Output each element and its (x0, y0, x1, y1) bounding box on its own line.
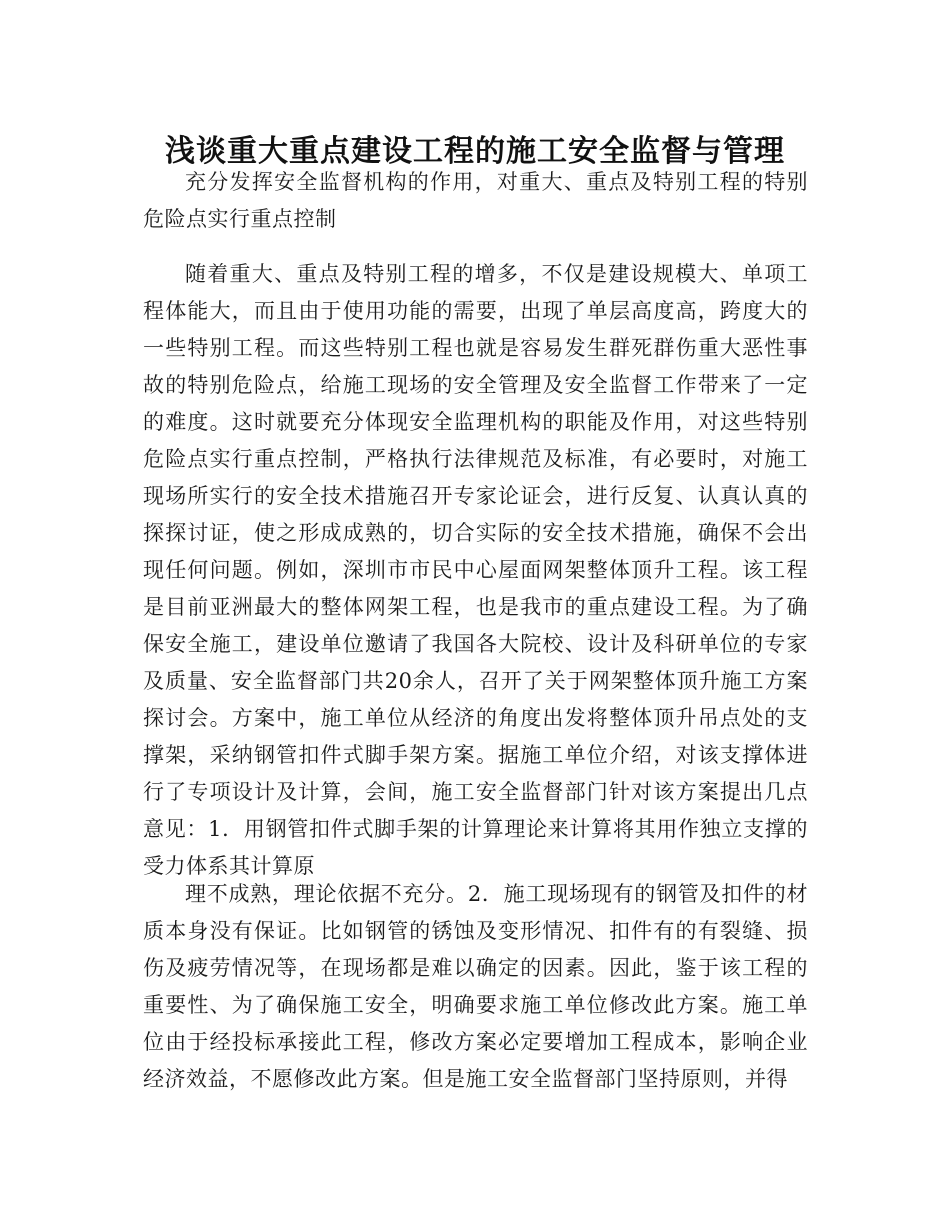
paragraph-body-1: 随着重大、重点及特别工程的增多，不仅是建设规模大、单项工程体能大，而且由于使用功能的需要，出现了单层高度高，跨度大的一些特别工程。而这些特别工程也就是容易发生群死群伤重大恶性事故的特别危险点，给施工现场的安全管理及安全监督工作带来了一定的难度。这时就要充分体现安全监理机构的职能及作用，对这些特别危险点实行重点控制，严格执行法律规范及标准，有必要时，对施工现场所实行的安全技术措施召开专家论证会，进行反复、认真认真的探探讨证，使之形成成熟的，切合实际的安全技术措施，确保不会出现任何问题。例如，深圳市市民中心屋面网架整体顶升工程。该工程是目前亚洲最大的整体网架工程，也是我市的重点建设工程。为了确保安全施工，建设单位邀请了我国各大院校、设计及科研单位的专家及质量、安全监督部门共20余人，召开了关于网架整体顶升施工方案探讨会。方案中，施工单位从经济的角度出发将整体顶升吊点处的支撑架，采纳钢管扣件式脚手架方案。据施工单位介绍，对该支撑体进行了专项设计及计算，会间，施工安全监督部门针对该方案提出几点意见：1．用钢管扣件式脚手架的计算理论来计算将其用作独立支撑的受力体系其计算原 (143, 262, 808, 878)
paragraph-heading: 充分发挥安全监督机构的作用，对重大、重点及特别工程的特别危险点实行重点控制 (143, 170, 808, 231)
document-title: 浅谈重大重点建设工程的施工安全监督与管理 (165, 134, 785, 170)
paragraph-body-2: 理不成熟，理论依据不充分。2．施工现场现有的钢管及扣件的材质本身没有保证。比如钢管的锈蚀及变形情况、扣件有的有裂缝、损伤及疲劳情况等，在现场都是难以确定的因素。因此，鉴于该工程的重要性、为了确保施工安全，明确要求施工单位修改此方案。施工单位由于经投标承接此工程，修改方案必定要增加工程成本，影响企业经济效益，不愿修改此方案。但是施工安全监督部门坚持原则，并得 (143, 882, 808, 1091)
